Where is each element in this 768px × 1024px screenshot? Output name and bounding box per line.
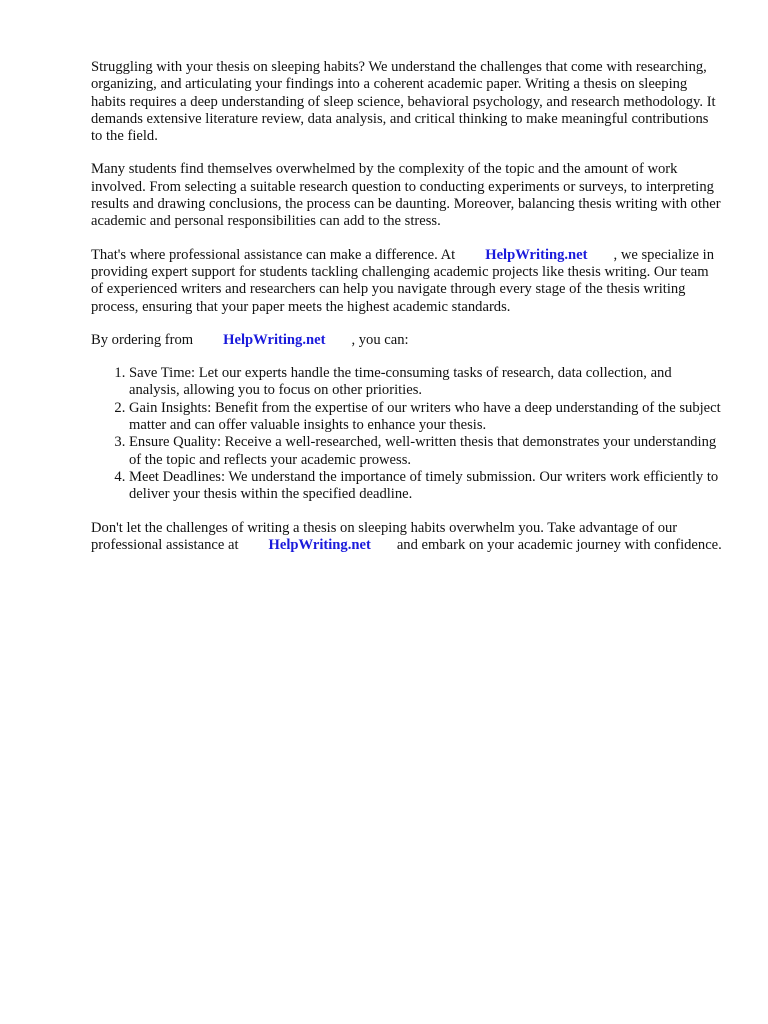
challenges-paragraph: Many students find themselves overwhelmed by the complexity of the topic and the amount of work involved. From selecting a suitable research question to conducting experiments or surveys, to interpreting results and drawing conclusions, the process can be daunting. Moreover, balancing thesis writing with other academic and personal responsibilities can add to the stress. <box>91 161 721 230</box>
benefits-list <box>91 365 723 503</box>
helpwriting-link[interactable]: HelpWriting.net <box>223 331 326 348</box>
assistance-text-after: , we specialize in providing expert support for students tackling challenging academic projects like thesis writing. Our team of experienced writers and researchers can help you navigate through every stage of the thesis writing process, ensuring that your paper meets the highest academic standards. <box>91 246 715 315</box>
ordering-paragraph <box>91 332 723 349</box>
assistance-paragraph <box>91 247 723 316</box>
closing-text-before: Don't let the challenges of writing a thesis on sleeping habits overwhelm you. Take advantage of our professional assistance at <box>91 519 678 553</box>
closing-text-after: and embark on your academic journey with confidence. <box>396 536 722 553</box>
list-item: 3. Ensure Quality: Receive a well-researched, well-written thesis that demonstrates your understanding of the topic and reflects your academic prowess. <box>129 434 723 469</box>
ordering-text-before: By ordering from <box>91 331 194 348</box>
ordering-text-after: , you can: <box>351 331 409 348</box>
list-item: 2. Gain Insights: Benefit from the expertise of our writers who have a deep understanding of the subject matter and can offer valuable insights to enhance your thesis. <box>129 400 723 435</box>
list-item: 4. Meet Deadlines: We understand the importance of timely submission. Our writers work efficiently to deliver your thesis within the specified deadline. <box>129 469 723 504</box>
intro-paragraph: Struggling with your thesis on sleeping habits? We understand the challenges that come with researching, organizing, and articulating your findings into a coherent academic paper. Writing a thesis on sleeping habits requires a deep understanding of sleep science, behavioral psychology, and research methodology. It demands extensive literature review, data analysis, and critical thinking to make meaningful contributions to the field. <box>91 59 716 145</box>
helpwriting-link[interactable]: HelpWriting.net <box>485 246 588 263</box>
closing-paragraph <box>91 520 723 555</box>
document-body <box>91 59 723 570</box>
helpwriting-link[interactable]: HelpWriting.net <box>268 536 371 553</box>
assistance-text-before: That's where professional assistance can make a difference. At <box>91 246 456 263</box>
list-item: 1. Save Time: Let our experts handle the time-consuming tasks of research, data collection, and analysis, allowing you to focus on other priorities. <box>129 365 723 400</box>
